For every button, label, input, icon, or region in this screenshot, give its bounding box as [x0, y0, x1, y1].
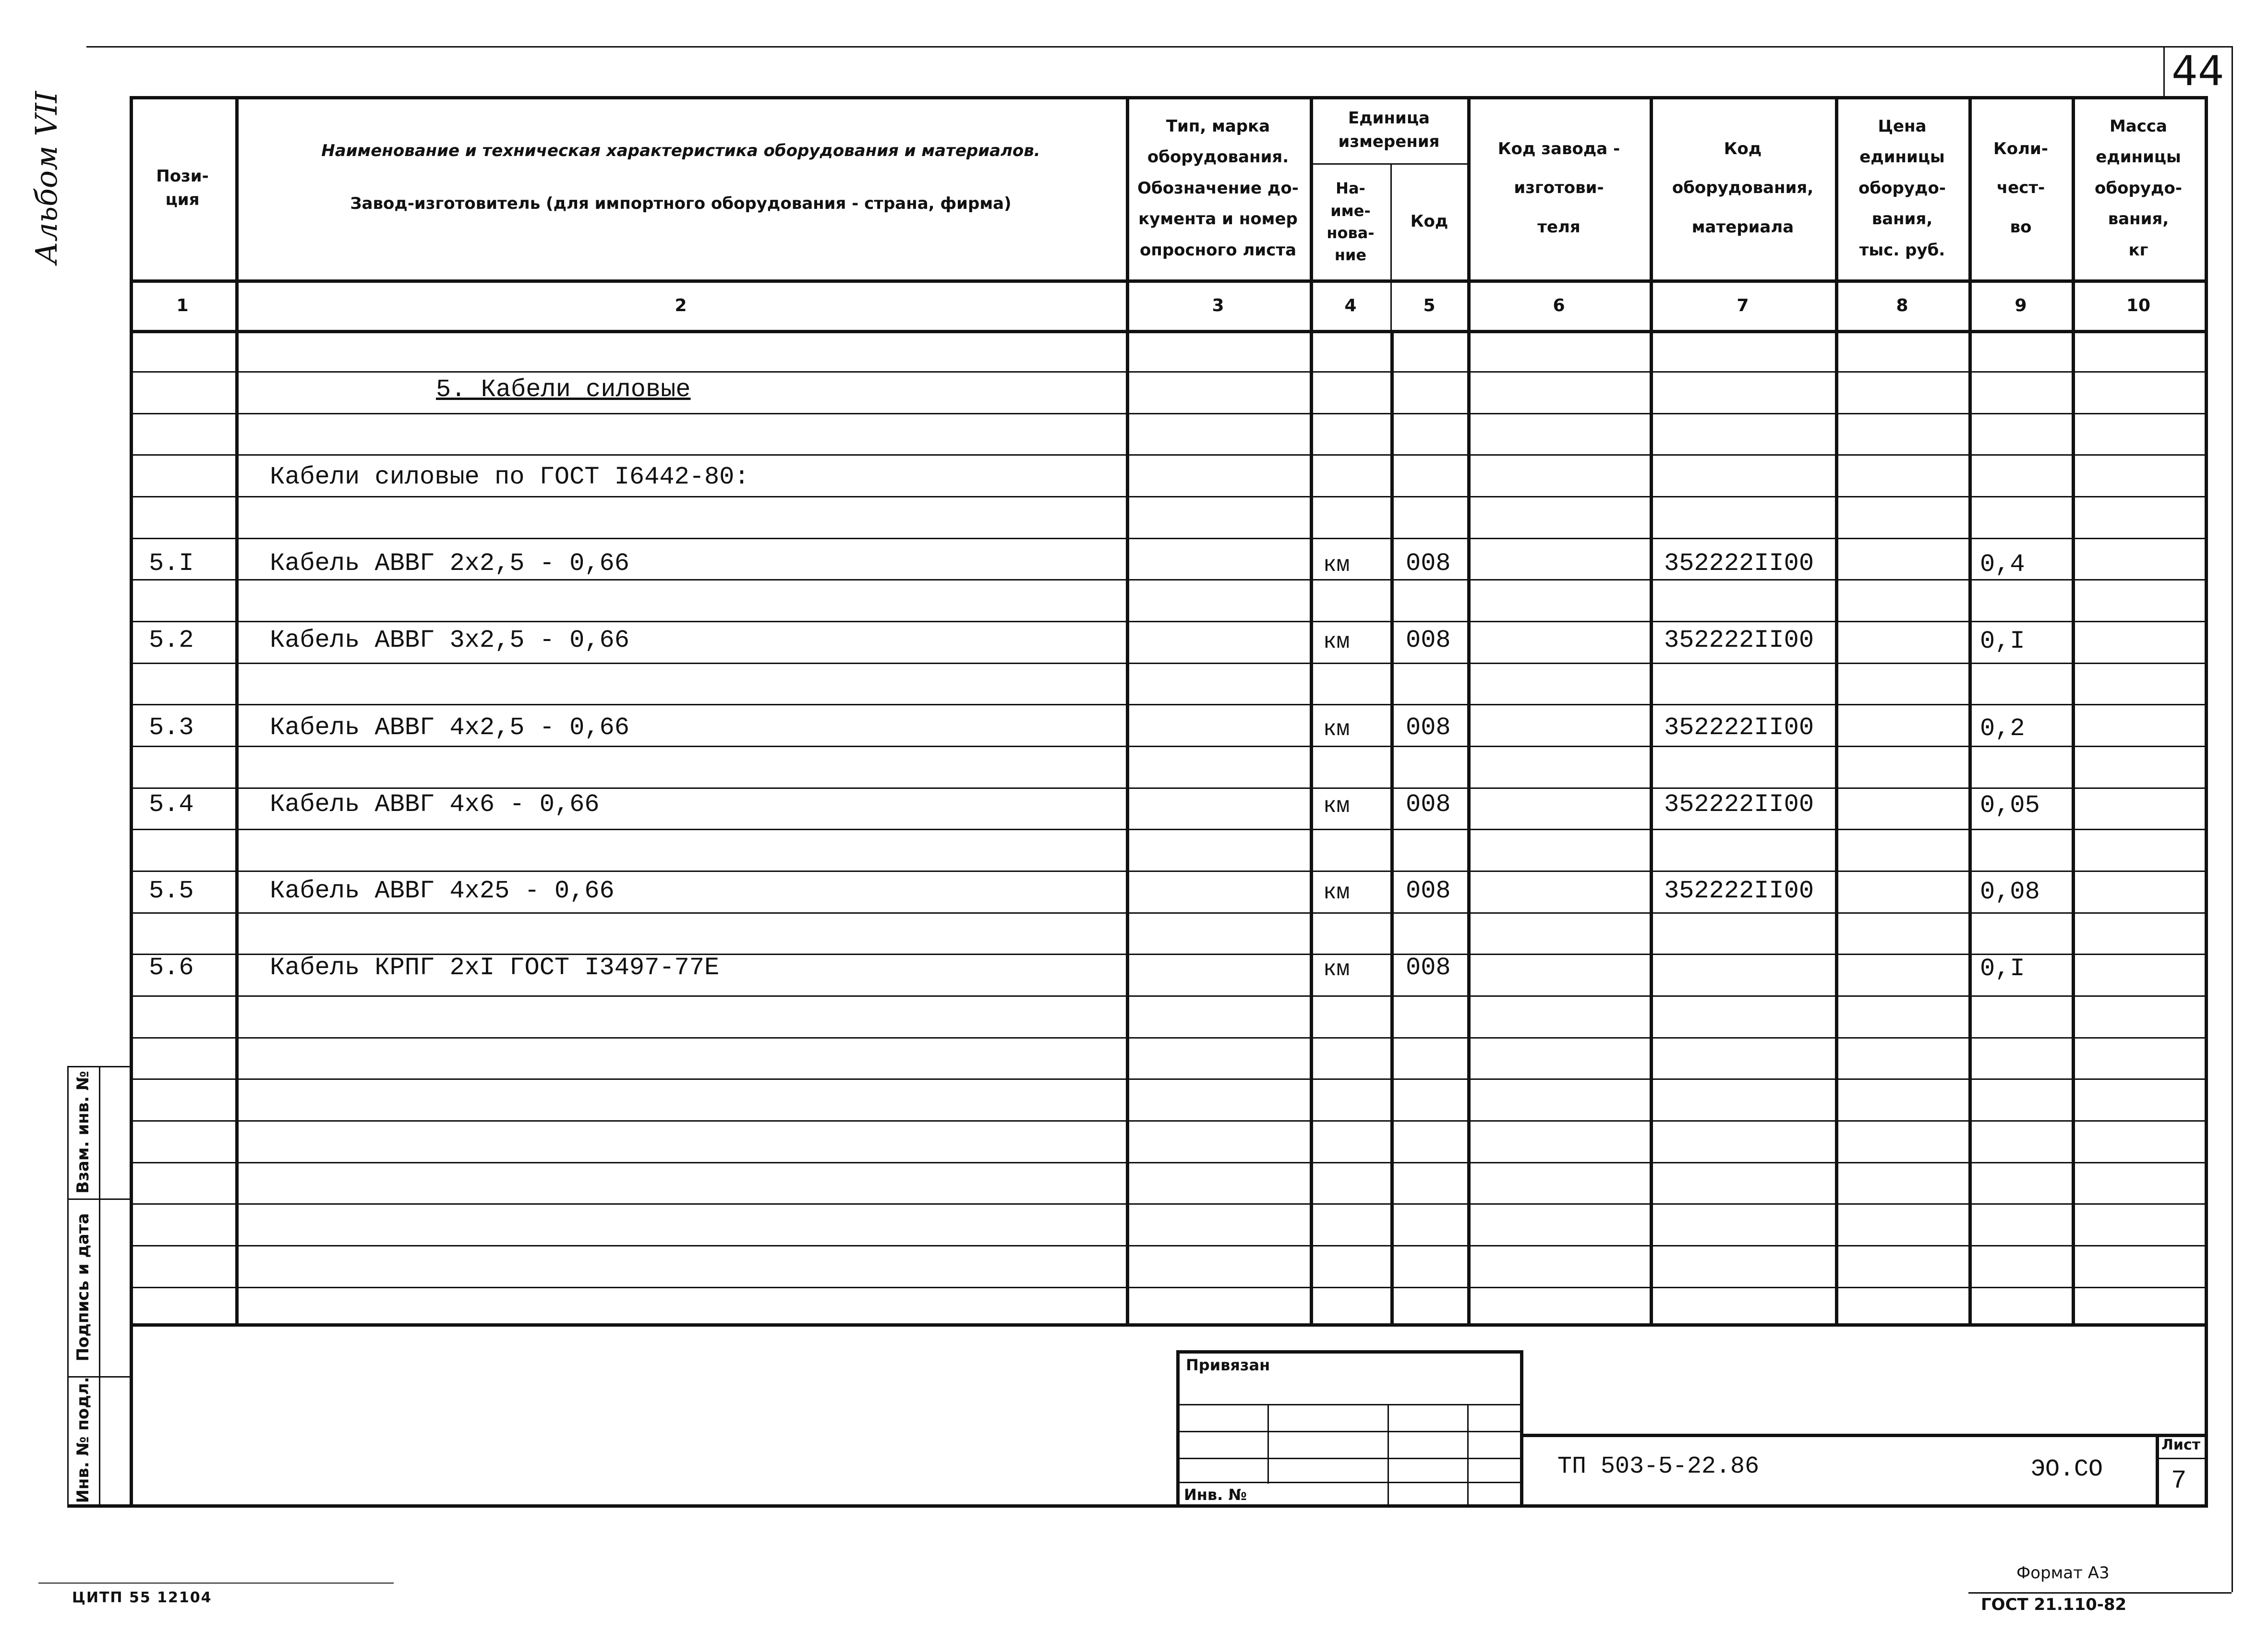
colnum-3: 3	[1212, 295, 1224, 315]
header-name-line1: Наименование и техническая характеристика оборудования и материалов.	[321, 141, 1040, 161]
colnum-5: 5	[1423, 295, 1436, 315]
row-material-code: 352222II00	[1664, 549, 1814, 578]
row-quantity: 0,05	[1980, 791, 2040, 820]
footer-format: Формат А3	[2016, 1563, 2110, 1583]
inv-number-label: Инв. №	[1184, 1486, 1247, 1504]
row-position: 5.I	[149, 549, 194, 578]
colnum-9: 9	[2015, 295, 2027, 315]
top-border-line	[86, 46, 2232, 48]
row-material-code: 352222II00	[1664, 714, 1814, 742]
header-name-line2: Завод-изготовитель (для импортного оборудования - страна, фирма)	[350, 194, 1012, 214]
album-label: Альбом VII	[28, 91, 64, 265]
row-unit-code: 008	[1406, 954, 1451, 982]
row-unit: км	[1323, 794, 1350, 819]
page-number: 44	[2171, 47, 2224, 95]
row-quantity: 0,I	[1980, 955, 2025, 983]
row-material-code: 352222II00	[1664, 626, 1814, 654]
row-unit-code: 008	[1406, 549, 1451, 578]
document-mark: ЭО.СО	[2031, 1456, 2103, 1483]
stamp-signature-date: Подпись и дата	[73, 1213, 93, 1362]
header-plant-code: Код завода - изготови- теля	[1497, 139, 1620, 237]
row-unit: км	[1323, 629, 1350, 654]
row-position: 5.2	[149, 626, 194, 654]
header-quantity: Коли- чест- во	[1993, 139, 2048, 237]
row-unit-code: 008	[1406, 626, 1451, 654]
footer-gost: ГОСТ 21.110-82	[1981, 1595, 2127, 1614]
footer-citp: ЦИТП 55 12104	[72, 1589, 212, 1606]
header-mass: Масса единицы оборудо- вания, кг	[2095, 116, 2182, 260]
row-name: Кабель АВВГ 2х2,5 - 0,66	[270, 549, 629, 578]
row-quantity: 0,I	[1980, 627, 2025, 655]
colnum-7: 7	[1737, 295, 1749, 315]
row-unit-code: 008	[1406, 714, 1451, 742]
row-position: 5.4	[149, 790, 194, 819]
sheet-label: Лист	[2161, 1437, 2201, 1453]
header-unit-code: Код	[1410, 212, 1448, 231]
header-unit-group: Единица измерения	[1338, 108, 1440, 151]
row-position: 5.5	[149, 877, 194, 905]
colnum-2: 2	[675, 295, 687, 315]
row-quantity: 0,2	[1980, 714, 2025, 743]
row-unit-code: 008	[1406, 877, 1451, 905]
row-quantity: 0,4	[1980, 550, 2025, 579]
row-material-code: 352222II00	[1664, 790, 1814, 819]
colnum-4: 4	[1344, 295, 1357, 315]
colnum-1: 1	[176, 295, 189, 315]
stamp-inv-podl: Инв. № подл.	[73, 1377, 93, 1503]
row-position: 5.3	[149, 714, 194, 742]
stamp-vzam-inv: Взам. инв. №	[73, 1071, 93, 1194]
colnum-6: 6	[1553, 295, 1565, 315]
document-code: ТП 503-5-22.86	[1557, 1453, 1760, 1480]
row-unit: км	[1323, 553, 1350, 578]
section-title: 5. Кабели силовые	[436, 375, 691, 404]
row-position: 5.6	[149, 954, 194, 982]
row-name: Кабель АВВГ 3х2,5 - 0,66	[270, 626, 629, 654]
row-unit: км	[1323, 880, 1350, 905]
header-equipment-code: Код оборудования, материала	[1672, 139, 1814, 237]
section-subtitle: Кабели силовые по ГОСТ I6442-80:	[270, 463, 749, 491]
colnum-10: 10	[2126, 295, 2151, 315]
row-name: Кабель АВВГ 4х25 - 0,66	[270, 877, 615, 905]
row-name: Кабель КРПГ 2хI ГОСТ I3497-77Е	[270, 954, 720, 982]
row-unit: км	[1323, 957, 1350, 982]
sheet-number: 7	[2171, 1466, 2187, 1496]
colnum-8: 8	[1896, 295, 1908, 315]
row-unit-code: 008	[1406, 790, 1451, 819]
header-type: Тип, марка оборудования. Обозначение до- кумента и номер опросного листа	[1137, 116, 1299, 260]
header-price: Цена единицы оборудо- вания, тыс. руб.	[1858, 116, 1946, 260]
row-quantity: 0,08	[1980, 878, 2040, 906]
header-unit-name: На- име- нова- ние	[1327, 179, 1375, 265]
row-material-code: 352222II00	[1664, 877, 1814, 905]
header-position: Пози- ция	[156, 166, 209, 209]
row-name: Кабель АВВГ 4х2,5 - 0,66	[270, 714, 629, 742]
row-unit: км	[1323, 717, 1350, 742]
privyazan-label: Привязан	[1186, 1356, 1270, 1374]
row-name: Кабель АВВГ 4х6 - 0,66	[270, 790, 600, 819]
